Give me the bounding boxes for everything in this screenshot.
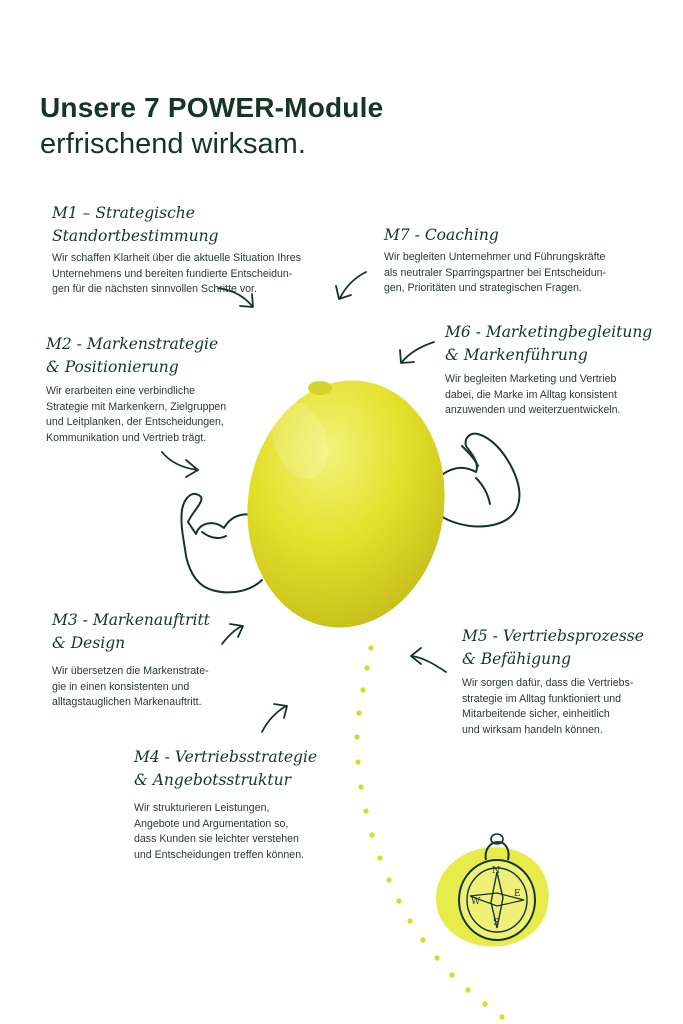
muscle-arm-right-icon xyxy=(436,434,519,527)
text-line: als neutraler Sparringspartner bei Entscheidun- xyxy=(384,266,607,279)
text-line: und Leitplanken, der Entscheidungen, xyxy=(46,416,224,428)
title-line: M6 - Marketingbegleitung xyxy=(445,323,653,341)
text-line: und Entscheidungen treffen können. xyxy=(134,848,305,861)
module-m3-text xyxy=(52,664,252,711)
text-line: Wir schaffen Klarheit über die aktuelle Situation Ihres xyxy=(52,252,301,264)
module-m7 xyxy=(384,224,654,297)
title-line: M3 - Markenauftritt xyxy=(52,611,210,629)
arrow-icon-m4 xyxy=(262,704,287,732)
text-line: und wirksam handeln können. xyxy=(462,723,603,736)
text-line: anzuwenden und weiterzuentwickeln. xyxy=(445,404,621,416)
arrow-icon-m2 xyxy=(162,452,198,477)
text-line: Kommunikation und Vertrieb trägt. xyxy=(46,431,207,444)
module-m6-text xyxy=(445,372,680,419)
text-line: strategie im Alltag funktioniert und xyxy=(462,692,621,705)
text-line: Angebote und Argumentation so, xyxy=(134,817,289,830)
arrow-icon-m6 xyxy=(400,342,434,363)
module-m2-title xyxy=(46,333,266,379)
module-m1 xyxy=(52,202,352,298)
module-m3 xyxy=(52,609,252,711)
module-m4-text xyxy=(134,801,334,863)
page-subtitle: erfrischend wirksam. xyxy=(40,128,306,160)
text-line: Wir sorgen dafür, dass die Vertriebs- xyxy=(462,677,634,689)
compass-letter-w: W xyxy=(471,897,481,907)
title-line: & Positionierung xyxy=(46,358,179,376)
module-m1-title: M1 – Strategische Standortbestimmung xyxy=(52,204,219,245)
text-line: Strategie mit Markenkern, Zielgruppen xyxy=(46,400,227,413)
title-line: M4 - Vertriebsstrategie xyxy=(134,748,318,766)
module-m7-text xyxy=(384,250,654,297)
module-m2 xyxy=(46,333,266,446)
compass-icon xyxy=(436,834,549,947)
text-line: Wir begleiten Marketing und Vertrieb xyxy=(445,373,617,385)
title-line: & Angebotsstruktur xyxy=(134,771,292,789)
module-m5-title xyxy=(462,625,677,671)
text-line: Wir übersetzen die Markenstrate- xyxy=(52,665,209,677)
module-m6 xyxy=(445,321,680,419)
text-line: Mitarbeitende sicher, einheitlich xyxy=(462,708,610,720)
text-line: gie in einen konsistenten und xyxy=(52,680,190,693)
text-line: gen für die nächsten sinnvollen Schritte vor. xyxy=(52,283,257,295)
text-line: Wir strukturieren Leistungen, xyxy=(134,802,270,814)
compass-letter-s: S xyxy=(493,918,500,928)
module-m2-text xyxy=(46,384,266,446)
text-line: alltagstauglichen Markenauftritt. xyxy=(52,696,202,708)
arrow-icon-m5 xyxy=(411,648,446,672)
module-m4 xyxy=(134,746,334,863)
text-line: Wir erarbeiten eine verbindliche xyxy=(46,385,195,397)
text-line: gen, Prioritäten und strategischen Fragen. xyxy=(384,282,582,294)
title-line: M5 - Vertriebsprozesse xyxy=(462,627,644,645)
text-line: Wir begleiten Unternehmer und Führungskräfte xyxy=(384,251,606,263)
title-line: M2 - Markenstrategie xyxy=(46,335,219,353)
title-line: & Markenführung xyxy=(445,346,588,364)
compass-letter-n: N xyxy=(492,866,500,876)
module-m3-title xyxy=(52,609,252,655)
title-line: & Befähigung xyxy=(462,650,572,668)
module-m5 xyxy=(462,625,677,738)
module-m6-title xyxy=(445,321,680,367)
text-line: Unternehmens und bereiten fundierte Entscheidun- xyxy=(52,267,293,280)
module-m5-text xyxy=(462,676,677,738)
module-m1-text xyxy=(52,251,352,298)
text-line: dabei, die Marke im Alltag konsistent xyxy=(445,388,617,401)
text-line: dass Kunden sie leichter verstehen xyxy=(134,833,299,845)
compass-letter-e: E xyxy=(514,889,521,899)
module-m4-title xyxy=(134,746,334,792)
module-m7-title: M7 - Coaching xyxy=(384,226,499,244)
page-title: Unsere 7 POWER-Module xyxy=(40,92,384,123)
title-line: & Design xyxy=(52,634,126,652)
